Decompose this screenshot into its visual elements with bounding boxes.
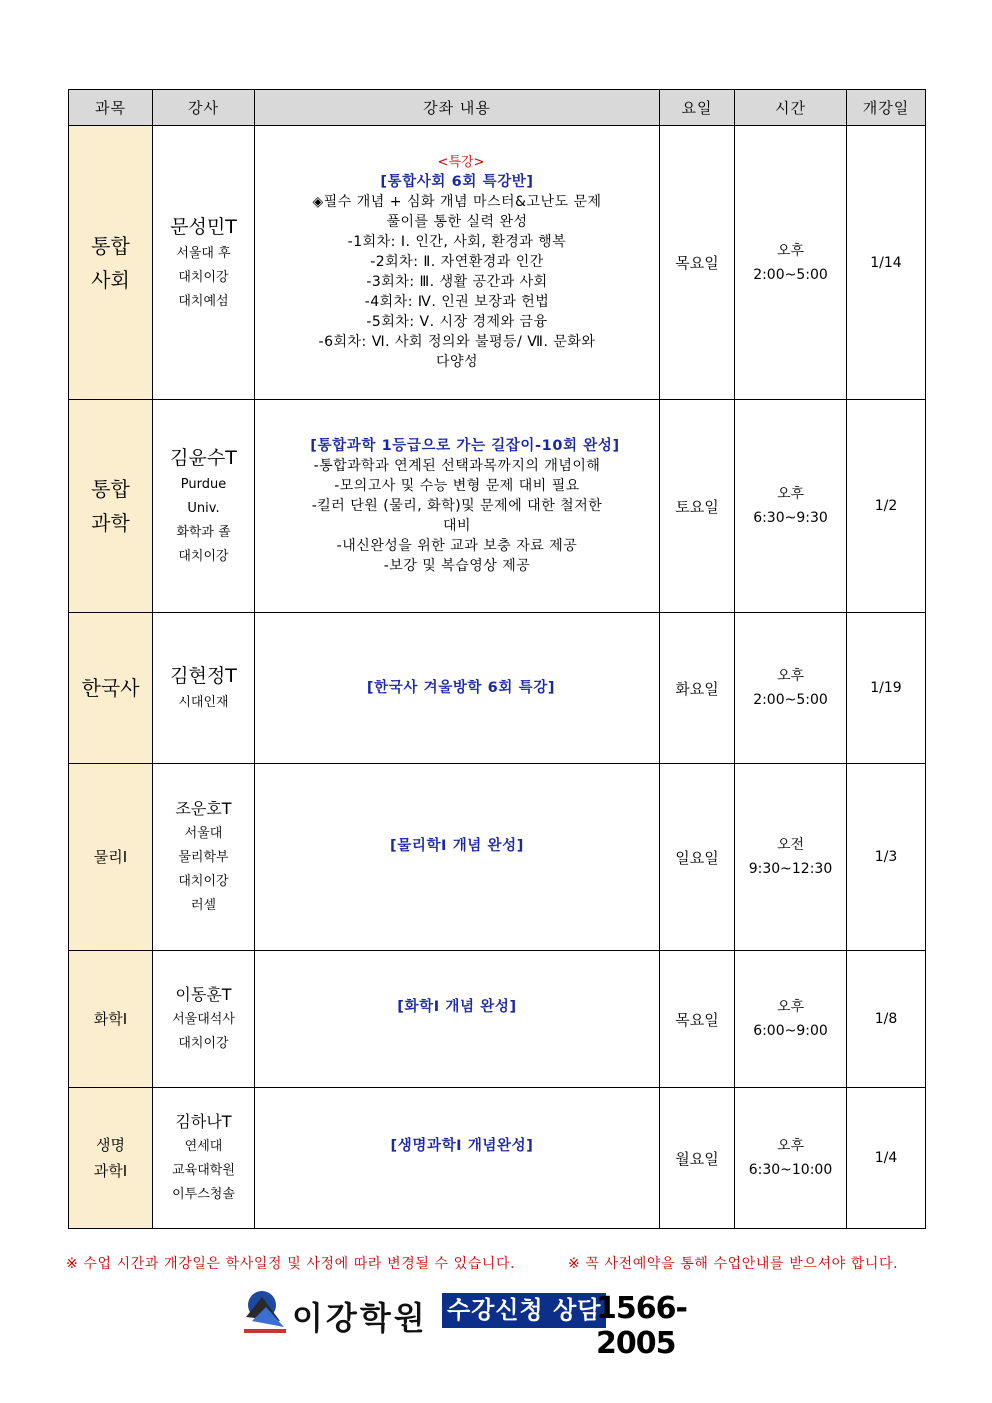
subject-cell [69, 951, 153, 1088]
course-title: [통합과학 1등급으로 가는 길잡이-10회 완성] [310, 438, 620, 454]
course-line: -5회차: Ⅴ. 시장 경제와 금융 [366, 313, 548, 330]
start-date-cell: 1/14 [847, 126, 926, 400]
day-cell: 목요일 [660, 126, 735, 400]
teacher-info: 서울대 [184, 826, 223, 841]
teacher-info: 대치이강 [178, 269, 229, 285]
content-cell [255, 1088, 660, 1229]
phone-number[interactable]: 1566-2005 [596, 1291, 687, 1361]
day-cell: 목요일 [660, 951, 735, 1088]
time-period: 오후 [776, 1138, 805, 1154]
time-period: 오후 [776, 486, 805, 502]
time-range: 2:00~5:00 [753, 692, 828, 708]
academy-name: 이강학원 [292, 1299, 428, 1337]
time-cell [735, 613, 847, 764]
course-line: -4회차: Ⅳ. 인권 보장과 헌법 [364, 293, 550, 310]
header-row [69, 90, 926, 126]
subject-line: 과학Ⅰ [93, 1162, 128, 1180]
day-cell: 토요일 [660, 400, 735, 613]
teacher-cell [153, 951, 255, 1088]
time-range: 2:00~5:00 [753, 266, 828, 283]
header-time: 시간 [735, 90, 847, 126]
time-cell [735, 951, 847, 1088]
subject-line: 물리Ⅰ [93, 848, 128, 866]
table-row [69, 1088, 926, 1229]
teacher-name: 문성민T [170, 215, 237, 238]
time-cell [735, 400, 847, 613]
time-range: 6:30~9:30 [753, 510, 828, 526]
content-cell [255, 126, 660, 400]
teacher-info: Univ. [187, 501, 220, 516]
content-cell [255, 951, 660, 1088]
header-subject: 과목 [69, 90, 153, 126]
time-range: 6:00~9:00 [753, 1023, 828, 1039]
start-date-cell: 1/2 [847, 400, 926, 613]
course-line: -모의고사 및 수능 변형 문제 대비 필요 [334, 478, 580, 494]
subject-cell [69, 613, 153, 764]
teacher-name: 이동훈T [175, 985, 232, 1004]
start-date-cell: 1/19 [847, 613, 926, 764]
table-row [69, 400, 926, 613]
header-content: 강좌 내용 [255, 90, 660, 126]
teacher-info: 서울대 후 [176, 245, 231, 261]
subject-cell [69, 764, 153, 951]
schedule-table [68, 89, 926, 1229]
teacher-name: 김윤수T [170, 447, 237, 469]
course-title: [물리학Ⅰ 개념 완성] [390, 838, 524, 854]
teacher-name: 조운호T [175, 799, 232, 818]
course-line: -내신완성을 위한 교과 보충 자료 제공 [336, 538, 578, 554]
teacher-cell [153, 1088, 255, 1229]
course-line: -2회차: Ⅱ. 자연환경과 인간 [370, 253, 544, 270]
teacher-info: 대치이강 [178, 874, 229, 889]
content-cell [255, 613, 660, 764]
subject-line: 통합 [91, 477, 130, 501]
subject-line: 사회 [91, 267, 130, 292]
academy-logo-icon [240, 1287, 290, 1341]
time-range: 6:30~10:00 [748, 1162, 833, 1178]
special-badge: <특강> [437, 154, 485, 170]
teacher-name: 김현정T [170, 665, 237, 687]
subject-line: 한국사 [81, 676, 140, 700]
teacher-info: 대치예섬 [178, 293, 229, 309]
teacher-info: Purdue [180, 477, 227, 492]
course-title: [생명과학Ⅰ 개념완성] [390, 1138, 534, 1154]
time-period: 오후 [776, 242, 805, 259]
teacher-info: 러셀 [190, 898, 217, 913]
course-line: -3회차: Ⅲ. 생활 공간과 사회 [366, 273, 548, 290]
subject-line: 생명 [96, 1136, 125, 1154]
subject-line: 통합 [91, 233, 130, 258]
teacher-name: 김하나T [175, 1112, 232, 1131]
subject-cell [69, 1088, 153, 1229]
course-line: -1회차: Ⅰ. 인간, 사회, 환경과 행복 [347, 233, 567, 250]
teacher-info: 대치이강 [178, 1036, 229, 1051]
teacher-info: 연세대 [184, 1139, 223, 1154]
time-period: 오후 [776, 999, 805, 1015]
notice-schedule-change: ※ 수업 시간과 개강일은 학사일정 및 사정에 따라 변경될 수 있습니다. [66, 1256, 516, 1272]
time-cell [735, 1088, 847, 1229]
subject-cell [69, 126, 153, 400]
content-cell [255, 400, 660, 613]
course-line: -보강 및 복습영상 제공 [383, 558, 531, 574]
table-row [69, 613, 926, 764]
course-line: -6회차: Ⅵ. 사회 정의와 불평등/ Ⅶ. 문화와 [318, 333, 596, 350]
teacher-info: 화학과 졸 [176, 525, 231, 540]
table-row [69, 764, 926, 951]
time-period: 오전 [776, 837, 805, 853]
footer-banner [240, 1283, 760, 1361]
teacher-cell [153, 126, 255, 400]
teacher-info: 시대인재 [178, 695, 229, 710]
teacher-info: 서울대석사 [172, 1012, 235, 1027]
time-cell [735, 764, 847, 951]
notice-reservation: ※ 꼭 사전예약을 통해 수업안내를 받으셔야 합니다. [568, 1256, 899, 1272]
header-teacher: 강사 [153, 90, 255, 126]
teacher-info: 물리학부 [178, 850, 229, 865]
teacher-cell [153, 764, 255, 951]
teacher-cell [153, 400, 255, 613]
day-cell: 월요일 [660, 1088, 735, 1229]
time-period: 오후 [776, 668, 805, 684]
start-date-cell: 1/8 [847, 951, 926, 1088]
course-line: -킬러 단원 (물리, 화학)및 문제에 대한 철저한 [311, 498, 603, 514]
day-cell: 화요일 [660, 613, 735, 764]
course-line: -통합과학과 연계된 선택과목까지의 개념이해 [313, 458, 601, 474]
course-title: [화학Ⅰ 개념 완성] [397, 999, 517, 1015]
subject-cell [69, 400, 153, 613]
time-range: 9:30~12:30 [748, 861, 833, 877]
consult-button[interactable]: 수강신청 상담 [442, 1293, 606, 1328]
start-date-cell: 1/3 [847, 764, 926, 951]
teacher-cell [153, 613, 255, 764]
subject-line: 화학Ⅰ [93, 1010, 128, 1028]
table-row [69, 126, 926, 400]
time-cell [735, 126, 847, 400]
start-date-cell: 1/4 [847, 1088, 926, 1229]
teacher-info: 이투스청솔 [172, 1187, 235, 1202]
table-row [69, 951, 926, 1088]
header-start-date: 개강일 [847, 90, 926, 126]
teacher-info: 교육대학원 [172, 1163, 235, 1178]
course-line: 다양성 [435, 353, 479, 370]
course-title: [한국사 겨울방학 6회 특강] [366, 680, 556, 696]
course-line: 대비 [442, 518, 472, 534]
teacher-info: 대치이강 [178, 549, 229, 564]
subject-line: 과학 [91, 511, 130, 535]
day-cell: 일요일 [660, 764, 735, 951]
content-cell [255, 764, 660, 951]
course-title: [통합사회 6회 특강반] [380, 173, 534, 190]
course-line: ◈필수 개념 + 심화 개념 마스터&고난도 문제 [312, 193, 602, 210]
course-line: 풀이를 통한 실력 완성 [386, 213, 528, 230]
header-day: 요일 [660, 90, 735, 126]
